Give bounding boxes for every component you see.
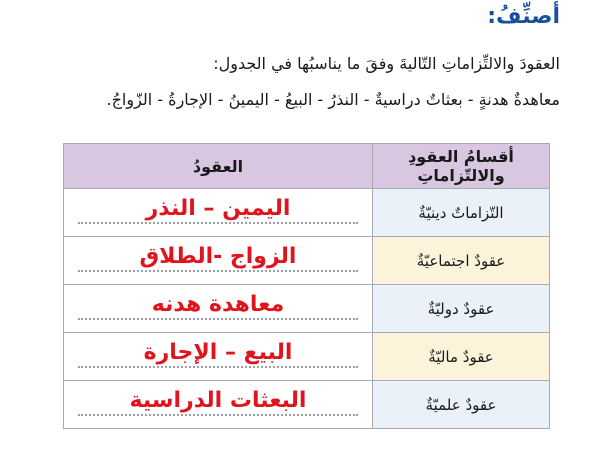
header-categories: أقسامُ العقودِ والالتّزاماتِ xyxy=(373,144,550,189)
dotted-answer-line xyxy=(78,414,358,416)
dotted-answer-line xyxy=(78,270,358,272)
dotted-answer-line xyxy=(78,366,358,368)
category-cell: التّزاماتٌ دينيّةٌ xyxy=(373,189,550,237)
handwritten-answer: معاهدة هدنه xyxy=(146,292,290,317)
classification-table xyxy=(63,143,550,429)
table-row xyxy=(64,333,550,381)
table-header-row xyxy=(64,144,550,189)
category-cell: عقودٌ دوليّةٌ xyxy=(373,285,550,333)
table-row xyxy=(64,237,550,285)
answer-cell xyxy=(64,189,373,237)
table-row xyxy=(64,189,550,237)
header-contracts: العقودُ xyxy=(64,144,373,189)
handwritten-answer: الزواج -الطلاق xyxy=(134,244,303,269)
answer-cell xyxy=(64,237,373,285)
category-cell: عقودٌ ماليّةٌ xyxy=(373,333,550,381)
handwritten-answer: البيع – الإجارة xyxy=(138,340,299,365)
category-cell: عقودٌ علميّةٌ xyxy=(373,381,550,429)
table-row xyxy=(64,381,550,429)
handwritten-answer: البعثات الدراسية xyxy=(124,388,313,413)
category-cell: عقودٌ اجتماعيّةٌ xyxy=(373,237,550,285)
answer-cell xyxy=(64,285,373,333)
answer-cell xyxy=(64,333,373,381)
table-row xyxy=(64,285,550,333)
dotted-answer-line xyxy=(78,222,358,224)
answer-cell xyxy=(64,381,373,429)
dotted-answer-line xyxy=(78,318,358,320)
handwritten-answer: اليمين – النذر xyxy=(140,196,297,221)
instruction-line-1: العقودَ والالتِّزاماتِ التّاليةَ وفقَ ما يناسبُها في الجدول: xyxy=(213,54,560,73)
exercise-heading: أصنِّفُ: xyxy=(487,4,560,29)
instruction-line-2: معاهدةٌ هدنةٍ - بعثاتٌ دراسيةٌ - النذرُ - البيعُ - اليمينُ - الإجارةُ - الزّواجُ. xyxy=(106,90,560,109)
